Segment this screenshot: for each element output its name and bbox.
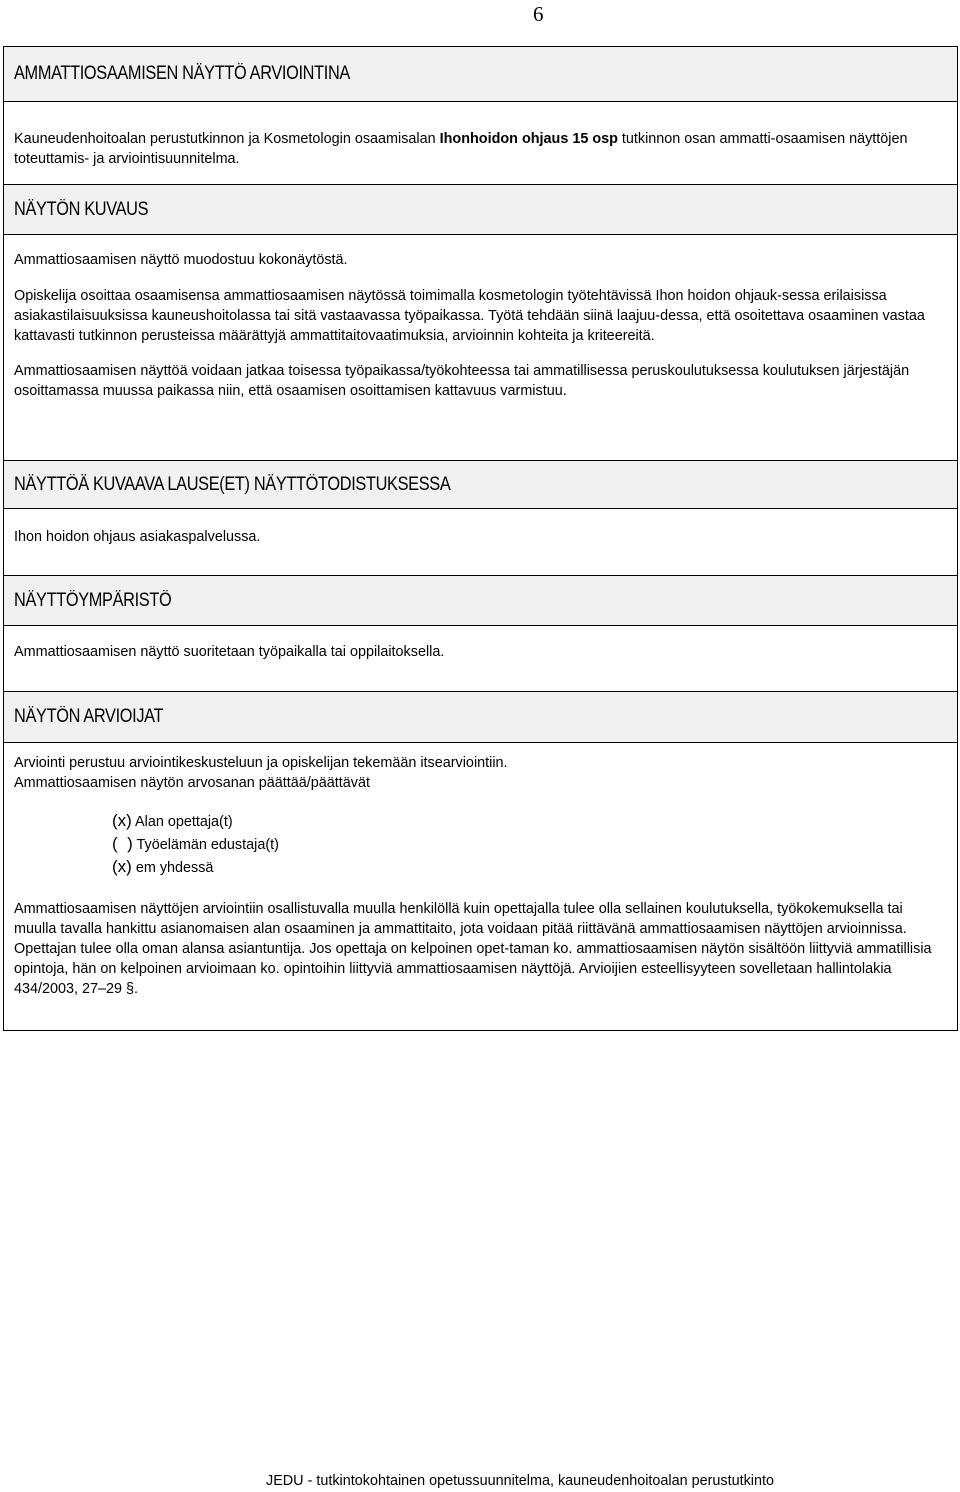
option-label: Työelämän edustaja(t) [136, 837, 279, 853]
option-label: Alan opettaja(t) [135, 814, 233, 830]
ymparisto-heading: NÄYTTÖYMPÄRISTÖ [14, 589, 172, 611]
page-title: AMMATTIOSAAMISEN NÄYTTÖ ARVIOINTINA [14, 63, 350, 84]
arvioijat-cell [4, 743, 957, 1030]
kuvaus-paragraph-2: Opiskelija osoittaa osaamisensa ammattiosaamisen näytössä toimimalla kosmetologin työtehtävissä Ihon hoidon ohjauk-sessa erilaisissa asiakastilaisuuksissa kauneushoitolassa tai sitä vastaavassa työpaikassa. Työtä tehdään siinä laajuu-dessa, että osoitettava osaaminen vastaa kattavasti tutkinnon perusteissa määrättyjä ammattitaitovaatimuksia, arvioinnin kohteita ja kriteereitä. [14, 288, 925, 344]
option-alan-opettaja [112, 810, 947, 833]
arvioija-options [14, 810, 947, 879]
page-footer: JEDU - tutkintokohtainen opetussuunnitelma, kauneudenhoitoalan perustutkinto [266, 1473, 775, 1489]
intro-text [14, 129, 947, 169]
kuvaus-cell [4, 235, 957, 461]
option-tyoelaman-edustaja [112, 833, 947, 856]
page-number: 6 [533, 2, 544, 26]
intro-text-start: Kauneudenhoitoalan perustutkinnon ja Kosmetologin osaamisalan [14, 131, 440, 147]
ymparisto-cell [4, 626, 957, 692]
kuvaus-paragraph-3: Ammattiosaamisen näyttöä voidaan jatkaa toisessa työpaikassa/työkohteessa tai ammatillisessa peruskoulutuksessa koulutuksen järjestäjän osoittamassa muussa paikassa niin, että osaamisen osoittamisen kattavuus varmistuu. [14, 363, 910, 399]
ymparisto-text: Ammattiosaamisen näyttö suoritetaan työpaikalla tai oppilaitoksella. [14, 644, 445, 660]
kuvaus-heading: NÄYTÖN KUVAUS [14, 198, 149, 220]
assessment-plan-table [3, 46, 958, 1031]
lause-text: Ihon hoidon ohjaus asiakaspalvelussa. [14, 529, 261, 545]
option-mark: ( ) [112, 834, 133, 853]
intro-text-end: tutkinnon osan ammatti-osaamisen näyttöjen toteuttamis- ja arviointisuunnitelma. [14, 131, 908, 167]
option-label: em yhdessä [135, 860, 214, 876]
option-em-yhdessa [112, 856, 947, 879]
lause-heading: NÄYTTÖÄ KUVAAVA LAUSE(ET) NÄYTTÖTODISTUKSESSA [14, 473, 451, 495]
title-band [4, 47, 957, 102]
ymparisto-band [4, 576, 957, 626]
intro-cell [4, 102, 957, 185]
intro-text-bold: Ihonhoidon ohjaus 15 osp [439, 131, 618, 147]
arvioijat-line-1: Arviointi perustuu arviointikeskusteluun ja opiskelijan tekemään itsearviointiin. [14, 755, 508, 771]
kuvaus-paragraph-1: Ammattiosaamisen näyttö muodostuu kokonäytöstä. [14, 252, 348, 268]
option-mark: (x) [112, 857, 132, 876]
arvioijat-heading: NÄYTÖN ARVIOIJAT [14, 706, 164, 727]
lause-cell [4, 509, 957, 576]
arvioijat-final-paragraph: Ammattiosaamisen näyttöjen arviointiin osallistuvalla muulla henkilöllä kuin opettajalla tulee olla sellainen koulutuksella, työkokemuksella tai muulla tavalla hankittu asianomaisen alan osaaminen ja ammattitaito, jota voidaan pitää riittävänä ammattiosaamisen näyttöjen arvioinnissa. Opettajan tulee olla oman alansa asiantuntija. Jos opettaja on kelpoinen opet-taman ko. ammattiosaamisen näytön sisältöön liittyviä ammatillisia opintoja, hän on kelpoinen arvioimaan ko. opintoihin liittyviä ammattiosaamisen näyttöjä. Arvioijien esteellisyyteen sovelletaan hallintolakia 434/2003, 27–29 §. [14, 901, 932, 997]
arvioijat-line-2: Ammattiosaamisen näytön arvosanan päättää/päättävät [14, 775, 370, 791]
kuvaus-band [4, 185, 957, 235]
arvioijat-band [4, 692, 957, 743]
lause-band [4, 461, 957, 509]
option-mark: (x) [112, 811, 132, 830]
